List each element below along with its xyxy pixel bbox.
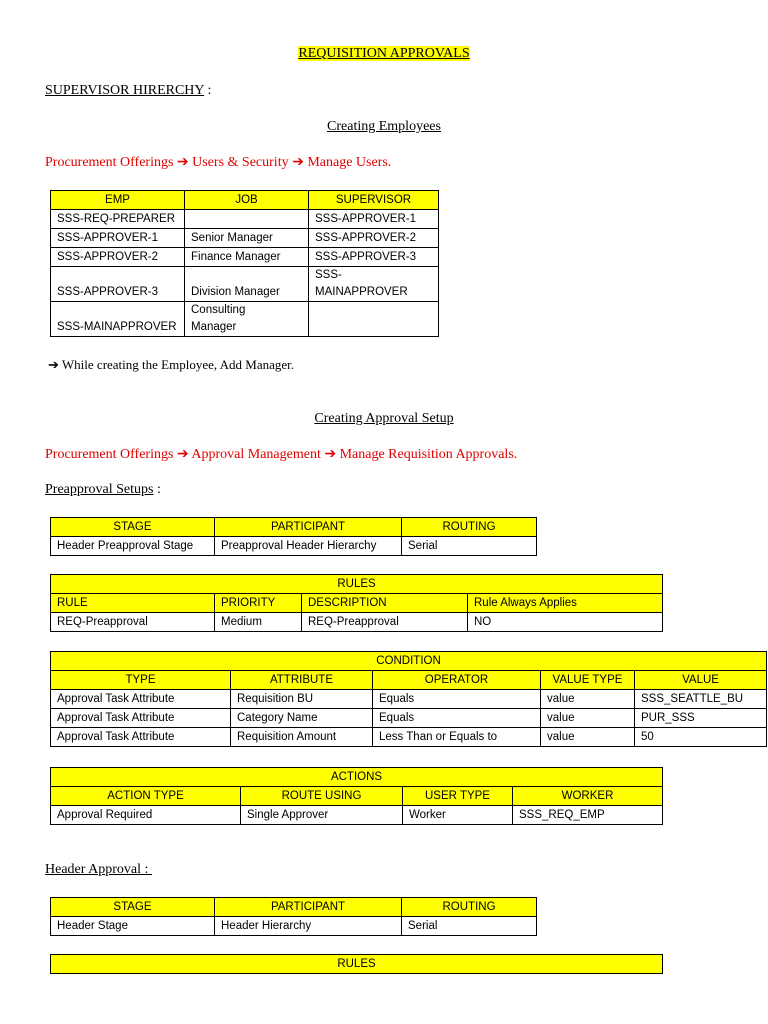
table-cell: SSS-APPROVER-1 xyxy=(309,210,439,229)
table-cell: SSS-MAINAPPROVER xyxy=(51,302,185,337)
table-cell: Header Preapproval Stage xyxy=(51,537,215,556)
table-title-row xyxy=(51,575,663,594)
table-cell: Header Stage xyxy=(51,917,215,936)
table-cell: REQ-Preapproval xyxy=(51,613,215,632)
document-title-text: REQUISITION APPROVALS xyxy=(298,46,470,61)
preapproval-heading xyxy=(45,482,161,498)
col-header-supervisor: SUPERVISOR xyxy=(309,191,439,210)
table-row xyxy=(51,229,439,248)
col-header-value-type: VALUE TYPE xyxy=(541,671,635,690)
table-cell: value xyxy=(541,728,635,747)
preapproval-rules-table xyxy=(50,574,663,632)
table-cell: Header Hierarchy xyxy=(215,917,402,936)
table-cell: SSS-APPROVER-3 xyxy=(51,267,185,302)
table-cell: Division Manager xyxy=(185,267,309,302)
table-cell: Requisition Amount xyxy=(231,728,373,747)
table-row xyxy=(51,537,537,556)
manager-note: ➔ While creating the Employee, Add Manager. xyxy=(48,357,295,372)
table-cell: Consulting Manager xyxy=(185,302,309,337)
table-header-row xyxy=(51,898,537,917)
table-cell: Category Name xyxy=(231,709,373,728)
table-title-row xyxy=(51,955,663,974)
table-row xyxy=(51,709,767,728)
col-header-routing: ROUTING xyxy=(402,518,537,537)
rules-title: RULES xyxy=(51,575,663,594)
col-header-worker: WORKER xyxy=(513,787,663,806)
table-cell: SSS-APPROVER-2 xyxy=(309,229,439,248)
table-cell: Serial xyxy=(402,917,537,936)
table-cell: Serial xyxy=(402,537,537,556)
table-cell: 50 xyxy=(635,728,767,747)
table-cell: Less Than or Equals to xyxy=(373,728,541,747)
table-cell: NO xyxy=(468,613,663,632)
table-cell: Requisition BU xyxy=(231,690,373,709)
table-header-row xyxy=(51,518,537,537)
col-header-participant: PARTICIPANT xyxy=(215,518,402,537)
header-rules-table xyxy=(50,954,663,974)
table-cell: PUR_SSS xyxy=(635,709,767,728)
col-header-description: DESCRIPTION xyxy=(302,594,468,613)
table-row xyxy=(51,248,439,267)
actions-title: ACTIONS xyxy=(51,768,663,787)
table-cell: Approval Task Attribute xyxy=(51,709,231,728)
condition-title: CONDITION xyxy=(51,652,767,671)
table-row xyxy=(51,728,767,747)
preapproval-heading-text: Preapproval Setups xyxy=(45,482,154,497)
table-row xyxy=(51,302,439,337)
table-row xyxy=(51,806,663,825)
col-header-user-type: USER TYPE xyxy=(403,787,513,806)
table-cell: Equals xyxy=(373,690,541,709)
table-title-row xyxy=(51,652,767,671)
table-cell: Approval Task Attribute xyxy=(51,690,231,709)
col-header-value: VALUE xyxy=(635,671,767,690)
supervisor-heading xyxy=(45,83,211,99)
table-header-row xyxy=(51,191,439,210)
table-header-row xyxy=(51,787,663,806)
table-header-row xyxy=(51,594,663,613)
table-title-row xyxy=(51,768,663,787)
col-header-routing: ROUTING xyxy=(402,898,537,917)
rules-title: RULES xyxy=(51,955,663,974)
table-cell: value xyxy=(541,690,635,709)
col-header-attribute: ATTRIBUTE xyxy=(231,671,373,690)
nav-path-users: Procurement Offerings ➔ Users & Security ➔ Manage Users. xyxy=(45,155,392,170)
col-header-action-type: ACTION TYPE xyxy=(51,787,241,806)
table-cell: Senior Manager xyxy=(185,229,309,248)
document-title xyxy=(0,46,768,62)
creating-employees-heading: Creating Employees xyxy=(327,119,441,134)
supervisor-heading-text: SUPERVISOR HIRERCHY xyxy=(45,83,204,98)
actions-table xyxy=(50,767,663,825)
table-cell: Approval Required xyxy=(51,806,241,825)
employee-table xyxy=(50,190,439,337)
col-header-type: TYPE xyxy=(51,671,231,690)
table-cell: Medium xyxy=(215,613,302,632)
condition-table xyxy=(50,651,767,747)
col-header-rule: RULE xyxy=(51,594,215,613)
table-row xyxy=(51,267,439,302)
col-header-stage: STAGE xyxy=(51,898,215,917)
header-approval-heading xyxy=(45,862,152,878)
preapproval-stage-table xyxy=(50,517,537,556)
creating-approval-heading: Creating Approval Setup xyxy=(314,411,454,426)
table-cell: SSS-REQ-PREPARER xyxy=(51,210,185,229)
col-header-route-using: ROUTE USING xyxy=(241,787,403,806)
table-row xyxy=(51,613,663,632)
table-cell xyxy=(309,302,439,337)
table-cell: Equals xyxy=(373,709,541,728)
preapproval-heading-colon: : xyxy=(153,482,161,497)
table-cell: SSS_SEATTLE_BU xyxy=(635,690,767,709)
supervisor-heading-colon: : xyxy=(204,83,212,98)
table-row xyxy=(51,210,439,229)
table-row xyxy=(51,917,537,936)
nav-path-approvals: Procurement Offerings ➔ Approval Management ➔ Manage Requisition Approvals. xyxy=(45,447,518,462)
col-header-participant: PARTICIPANT xyxy=(215,898,402,917)
table-header-row xyxy=(51,671,767,690)
col-header-priority: PRIORITY xyxy=(215,594,302,613)
col-header-stage: STAGE xyxy=(51,518,215,537)
table-cell: SSS- MAINAPPROVER xyxy=(309,267,439,302)
table-cell: value xyxy=(541,709,635,728)
table-cell: Preapproval Header Hierarchy xyxy=(215,537,402,556)
col-header-rule-always-applies: Rule Always Applies xyxy=(468,594,663,613)
table-cell: SSS-APPROVER-1 xyxy=(51,229,185,248)
table-cell: Single Approver xyxy=(241,806,403,825)
header-approval-heading-text: Header Approval : xyxy=(45,862,152,877)
table-cell xyxy=(185,210,309,229)
table-cell: SSS-APPROVER-2 xyxy=(51,248,185,267)
table-cell: Finance Manager xyxy=(185,248,309,267)
table-cell: REQ-Preapproval xyxy=(302,613,468,632)
header-stage-table xyxy=(50,897,537,936)
table-cell: Worker xyxy=(403,806,513,825)
col-header-job: JOB xyxy=(185,191,309,210)
col-header-emp: EMP xyxy=(51,191,185,210)
table-row xyxy=(51,690,767,709)
table-cell: SSS_REQ_EMP xyxy=(513,806,663,825)
col-header-operator: OPERATOR xyxy=(373,671,541,690)
table-cell: Approval Task Attribute xyxy=(51,728,231,747)
table-cell: SSS-APPROVER-3 xyxy=(309,248,439,267)
